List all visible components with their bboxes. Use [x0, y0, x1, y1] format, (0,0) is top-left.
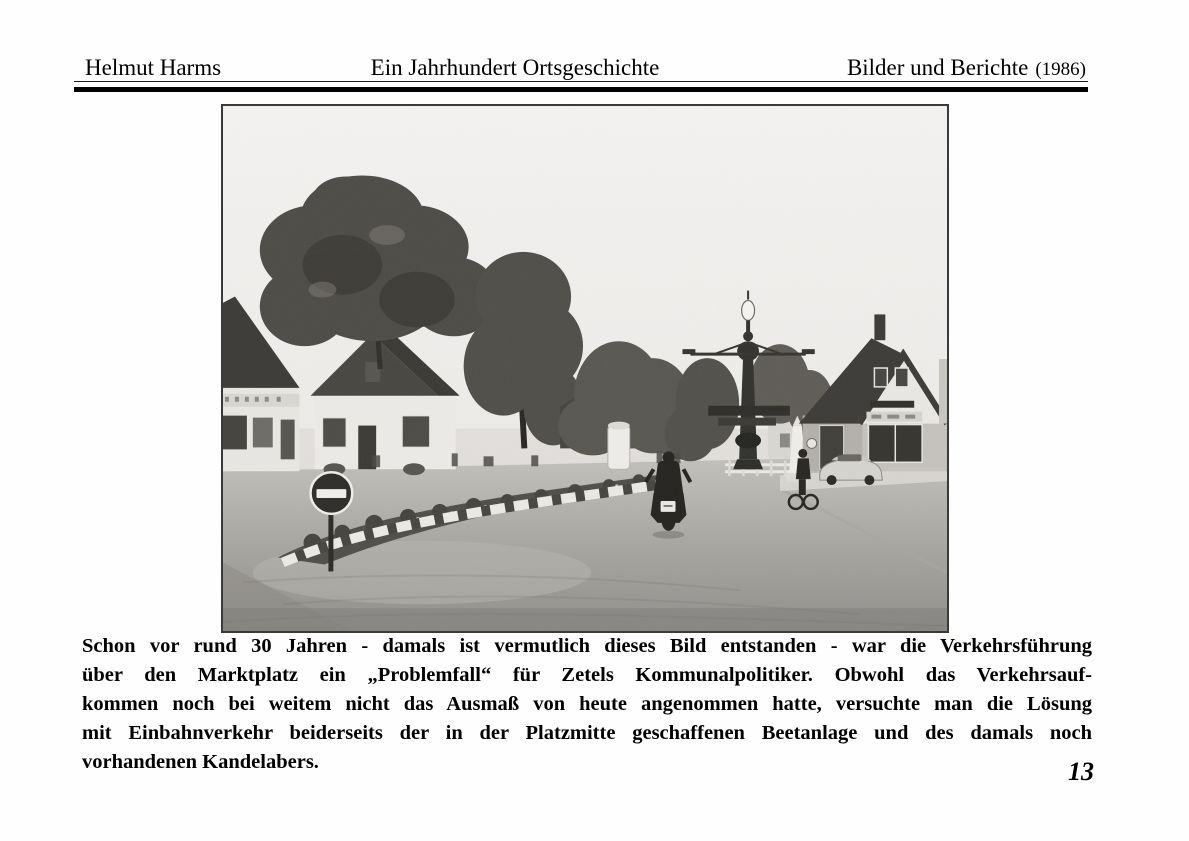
caption-line-1: Schon vor rund 30 Jahren - damals ist vermutlich dieses Bild entstanden - war die Verkehrsführung	[82, 635, 1092, 657]
caption-line-4: mit Einbahnverkehr beiderseits der in der Platzmitte geschaffenen Beetanlage und des damals noch	[82, 721, 1092, 744]
caption-line-2: über den Marktplatz ein „Problemfall“ für Zetels Kommunalpolitiker. Obwohl das Verkehrsauf-	[82, 663, 1092, 686]
photo-scene	[223, 106, 947, 631]
film-grain	[223, 106, 947, 631]
page-number: 13	[1068, 757, 1094, 786]
header-author: Helmut Harms	[85, 55, 222, 80]
historical-photo	[221, 104, 949, 633]
caption-line-5: vorhandenen Kandelabers.	[82, 750, 319, 773]
header-year: (1986)	[1035, 59, 1086, 80]
photo-caption	[82, 632, 1092, 777]
caption-line-3: kommen noch bei weitem nicht das Ausmaß von heute angenommen hatte, versuchte man die Lösung	[82, 692, 1092, 715]
header-series	[847, 55, 1086, 81]
header-rule-thin	[74, 81, 1088, 82]
header-title: Ein Jahrhundert Ortsgeschichte	[370, 55, 660, 80]
header-series-text: Bilder und Berichte	[846, 55, 1029, 80]
header-rule-thick	[74, 87, 1088, 92]
